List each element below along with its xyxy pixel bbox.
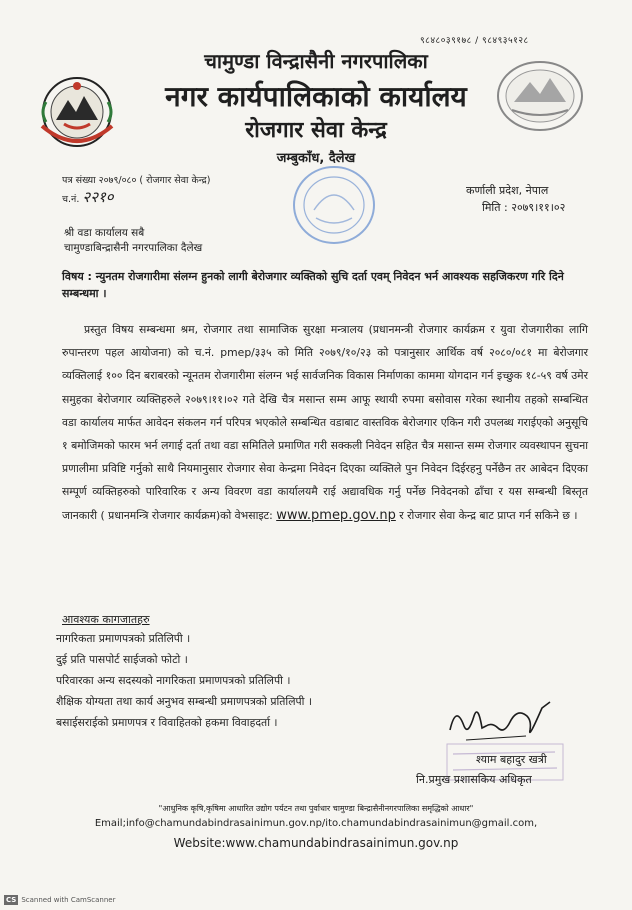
documents-list — [56, 628, 312, 733]
subject-line: विषय : न्युनतम रोजगारीमा संलग्न हुनको लागी बेरोजगार व्यक्तिको सुचि दर्ता एवम् निवेदन भर्न आवश्यक सहजिकरण गरि दिने सम्बन्धमा । — [62, 270, 564, 300]
footer-slogan: "आधुनिक कृषि,कृषिमा आधारित उद्योग पर्यटन तथा पुर्वाधार चामुण्डा बिन्द्रासैनीनगरपालिका समृद्धिको आधार" — [158, 804, 474, 813]
municipality-name: चामुण्डा विन्द्रासैनी नगरपालिका — [204, 49, 428, 73]
phone-numbers: ९८४८०३९१७८ / ९८४९३५१२८ — [420, 36, 529, 46]
province-block — [466, 182, 596, 216]
recipient-block — [64, 226, 202, 256]
body-text-end: र रोजगार सेवा केन्द्र बाट प्राप्त गर्न सकिने छ । — [399, 508, 578, 522]
body-text-main: प्रस्तुत विषय सम्बन्धमा श्रम, रोजगार तथा सामाजिक सुरक्षा मन्त्रालय (प्रधानमन्त्री रोजगार कार्यक्रम र युवा रोजगारीका लागि रुपान्तरण पहल आयोजना) को च.नं. pmep/३३५ को मिति २०७९/१०/२३ को पत्रानुसार आर्थिक वर्ष २०८०/०८१ मा बेरोजगार व्यक्तिलाई १०० दिन बराबरको न्यूनतम रोजगारीमा संलग्न भई सार्वजनिक विकास निर्माणका काममा योगदान गर्न इच्छुक १८-५९ वर्ष उमेर समुहका बेरोजगार व्यक्तिहरुले २०७९।११।०२ गते देखि चैत्र मसान्त सम्म आफू स्थायी रुपमा बसोवास गरेका स्थानीय तहको सम्बन्धित वडा कार्यालय मार्फत आवेदन संकलन गर्न परिपत्र भएकोले सम्बन्धित वडाबाट वास्तविक बेरोजगार एकिन गरी उपलब्ध गराईएको अनुसूचि १ बमोजिमको फारम भर्न लगाई दर्ता तथा वडा समितिले प्रमाणित गरी सक्कली निवेदन सहित चैत्र मसान्त सम्म रोजगार व्यवस्थापन सुचना प्रणालीमा प्रविष्टि गर्नुको साथै नियमानुसार रोजगार सेवा केन्द्रमा निवेदन दिएका व्यक्तिले पुन निवेदन दिईरहनु पर्नेछैन तर आबेदन दिएका सम्पूर्ण व्यक्तिहरुको पारिवारिक र अन्य विवरण वडा कार्यालयमै राई अद्यावधिक गर्नु पर्नेछ निवेदनको ढाँचा र यस सम्बन्धी बिस्तृत जानकारी ( प्रधानमन्त्रि रोजगार कार्यक्रम)को वेभसाइट: — [62, 323, 588, 522]
office-address: जम्बुकाँध, दैलेख — [276, 151, 356, 166]
handwritten-signature-icon — [446, 696, 556, 748]
document-item: नागरिकता प्रमाणपत्रको प्रतिलिपी । — [56, 632, 191, 645]
recipient-line-2: चामुण्डाबिन्द्रासैनी नगरपालिका दैलेख — [64, 242, 203, 254]
footer-email[interactable]: Email;info@chamundabindrasainimun.gov.np/ito.chamundabindrasainimun@gmail.com, — [94, 818, 538, 829]
center-title: रोजगार सेवा केन्द्र — [245, 118, 387, 143]
reference-block — [62, 172, 210, 208]
signatory-title: नि.प्रमुख प्रशासकिय अधिकृत — [416, 773, 532, 786]
document-item: परिवारका अन्य सदस्यको नागरिकता प्रमाणपत्रको प्रतिलिपी । — [56, 674, 291, 687]
pmep-website-link[interactable]: www.pmep.gov.np — [276, 507, 396, 523]
letter-body — [62, 318, 588, 527]
documents-title: आवश्यक कागजातहरु — [62, 613, 150, 626]
letter-date: मिति : २०७९।११।०२ — [482, 201, 566, 214]
footer-website[interactable]: Website:www.chamundabindrasainimun.gov.np — [173, 836, 459, 850]
office-stamp-icon — [286, 160, 382, 250]
document-item: दुई प्रति पासपोर्ट साईजको फोटो । — [56, 653, 188, 666]
signatory-name: श्याम बहादुर खत्री — [476, 753, 547, 766]
scanner-watermark — [4, 895, 115, 905]
camscanner-logo-icon: CS — [6, 896, 17, 904]
chalani-number: २२१० — [82, 188, 114, 206]
chalani-label: च.नं. — [62, 194, 80, 205]
province-name: कर्णाली प्रदेश, नेपाल — [466, 184, 549, 197]
document-item: बसाईसराईको प्रमाणपत्र र विवाहितको हकमा विवाहदर्ता । — [56, 716, 278, 729]
document-item: शैक्षिक योग्यता तथा कार्य अनुभव सम्बन्धी प्रमाणपत्रको प्रतिलिपी । — [56, 695, 312, 708]
recipient-line-1: श्री वडा कार्यालय सबै — [64, 227, 145, 239]
office-title: नगर कार्यपालिकाको कार्यालय — [165, 80, 467, 113]
reference-number: पत्र संख्या २०७९/०८० ( रोजगार सेवा केन्द्र) — [62, 175, 211, 186]
chalani-row — [62, 189, 210, 208]
scanner-text: Scanned with CamScanner — [21, 896, 116, 904]
